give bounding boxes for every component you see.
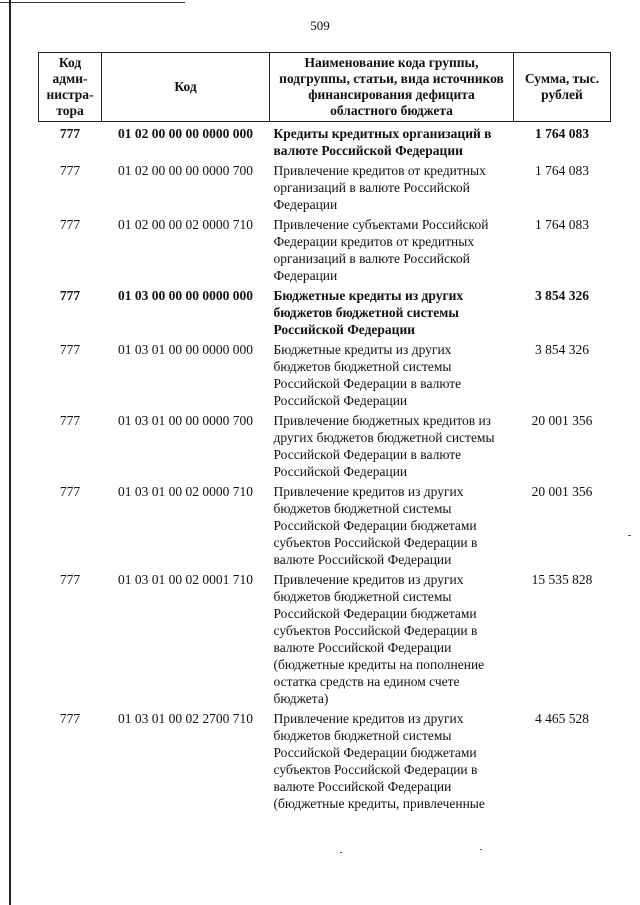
row-sum: 1 764 083 <box>535 126 589 141</box>
row-code: 01 03 01 00 00 0000 700 <box>118 413 253 428</box>
row-name: Привлечение кредитов из других бюджетов бюджетной системы Российской Федерации бюджетами субъектов Российской Федерации в валюте Российской Федерации (бюджетные кредиты, привлеченные <box>273 711 485 811</box>
header-code: Код <box>102 53 270 122</box>
table-row <box>39 338 611 409</box>
table-row <box>39 568 611 707</box>
table-row <box>39 213 611 284</box>
header-admin-code: Код адми-нистра-тора <box>39 53 102 122</box>
row-admin-code: 777 <box>59 163 81 178</box>
row-admin-code: 777 <box>59 484 81 499</box>
page-number: 509 <box>310 18 330 33</box>
row-admin-code: 777 <box>59 288 81 303</box>
row-sum: 3 854 326 <box>535 342 589 357</box>
table-header-row <box>39 53 611 122</box>
table-row <box>39 159 611 213</box>
financing-sources-table <box>38 52 611 812</box>
row-sum: 1 764 083 <box>535 163 589 178</box>
row-admin-code: 777 <box>59 126 81 141</box>
row-name: Кредиты кредитных организаций в валюте Российской Федерации <box>273 126 492 158</box>
row-code: 01 02 00 00 00 0000 700 <box>118 163 253 178</box>
table-row <box>39 122 611 160</box>
row-name: Привлечение субъектами Российской Федерации кредитов от кредитных организаций в валюте Российской Федерации <box>273 217 489 283</box>
row-admin-code: 777 <box>59 217 81 232</box>
row-sum: 15 535 828 <box>531 572 593 587</box>
table-row <box>39 707 611 812</box>
row-admin-code: 777 <box>59 342 81 357</box>
table-row <box>39 480 611 568</box>
row-name: Привлечение кредитов из других бюджетов бюджетной системы Российской Федерации бюджетами субъектов Российской Федерации в валюте Российской Федерации <box>273 484 478 567</box>
header-name: Наименование кода группы, подгруппы, статьи, вида источников финансирования дефицита областного бюджета <box>270 53 514 122</box>
row-name: Бюджетные кредиты из других бюджетов бюджетной системы Российской Федерации в валюте Российской Федерации <box>273 342 462 408</box>
row-code: 01 03 01 00 02 0000 710 <box>118 484 253 499</box>
row-code: 01 03 01 00 00 0000 000 <box>118 342 253 357</box>
header-sum: Сумма, тыс. рублей <box>514 53 611 122</box>
row-sum: 20 001 356 <box>531 484 593 499</box>
row-sum: 3 854 326 <box>535 288 589 303</box>
row-code: 01 03 00 00 00 0000 000 <box>118 288 253 303</box>
row-code: 01 03 01 00 02 2700 710 <box>118 711 253 726</box>
scan-speck <box>480 849 482 850</box>
row-code: 01 03 01 00 02 0001 710 <box>118 572 253 587</box>
row-name: Привлечение кредитов из других бюджетов бюджетной системы Российской Федерации бюджетами субъектов Российской Федерации в валюте Российской Федерации (бюджетные кредиты на пополнение остатка средств на едином счете бюджета) <box>273 572 485 706</box>
row-name: Привлечение кредитов от кредитных организаций в валюте Российской Федерации <box>273 163 486 212</box>
row-sum: 4 465 528 <box>535 711 589 726</box>
row-code: 01 02 00 00 02 0000 710 <box>118 217 253 232</box>
row-name: Бюджетные кредиты из других бюджетов бюджетной системы Российской Федерации <box>273 288 464 337</box>
scan-speck <box>340 852 342 853</box>
scan-edge-left <box>9 0 11 905</box>
row-name: Привлечение бюджетных кредитов из других бюджетов бюджетной системы Российской Федерации в валюте Российской Федерации <box>273 413 495 479</box>
row-admin-code: 777 <box>59 413 81 428</box>
row-code: 01 02 00 00 00 0000 000 <box>118 126 253 141</box>
row-sum: 1 764 083 <box>535 217 589 232</box>
row-admin-code: 777 <box>59 572 81 587</box>
row-sum: 20 001 356 <box>531 413 593 428</box>
row-admin-code: 777 <box>59 711 81 726</box>
table-row <box>39 409 611 480</box>
table-row <box>39 284 611 338</box>
scan-edge-top <box>0 2 185 3</box>
scan-speck <box>628 535 631 536</box>
